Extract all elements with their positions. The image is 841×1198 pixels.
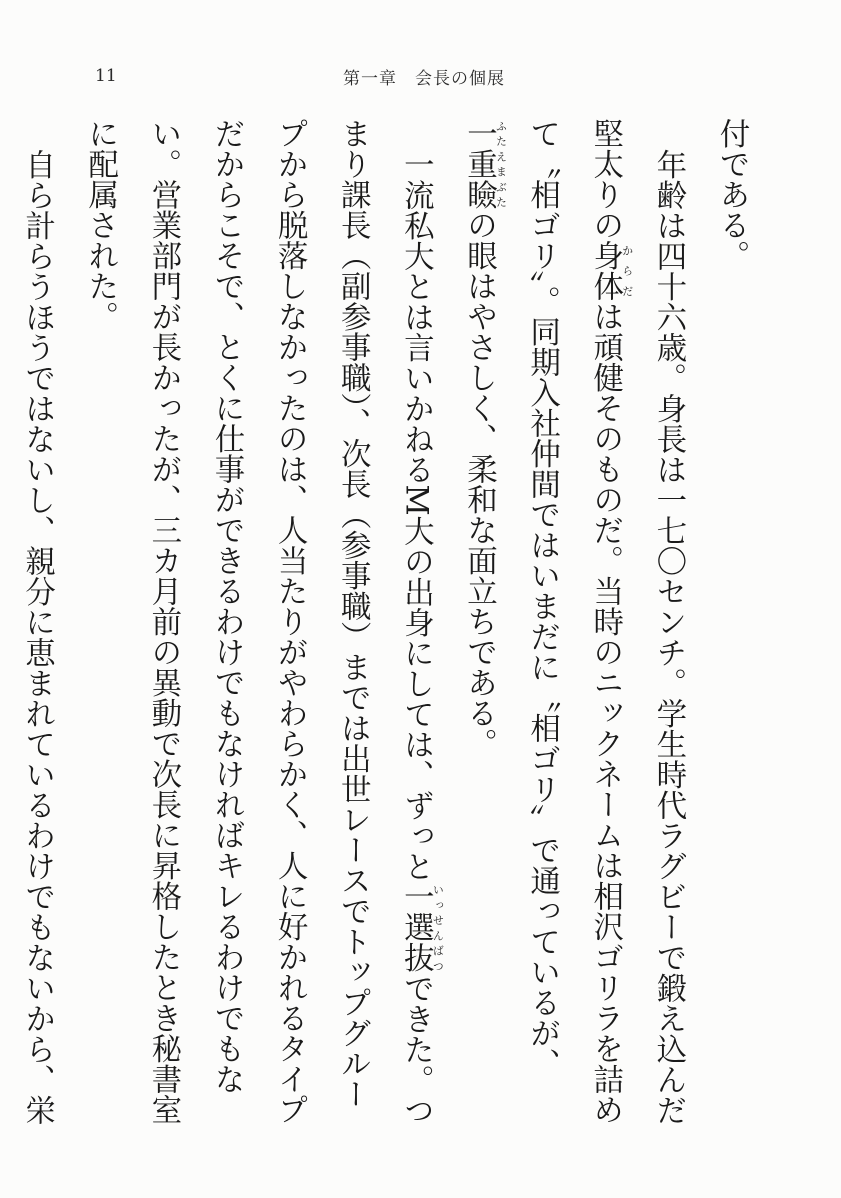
paragraph-1 [700, 118, 763, 1128]
paragraph-3 [69, 118, 448, 1128]
text-run: 自ら計らうほうではないし、親分に恵まれているわけでもないから、栄 [19, 148, 55, 1125]
ruby-reading: からだ [620, 240, 634, 301]
text-run: は頑健そのものだ。当時のニックネームは相沢ゴリラを詰めて〝相ゴリ〟。同期入社仲間ではいまだに〝相ゴリ〟で通っているが、 [524, 118, 623, 1125]
ruby-issenbatsu [398, 881, 445, 973]
ruby-karada [587, 240, 634, 301]
text-run: 一流私大とは言いかねるM大の出身にしては、ずっと [398, 148, 434, 882]
text-run: 年齢は四十六歳。身長は一七〇センチ。学生時代ラグビーで鍛え込んだ堅太りの [587, 118, 686, 1125]
text-run: 付である。 [714, 118, 749, 271]
page-number: 11 [95, 66, 117, 86]
paragraph-4 [0, 118, 69, 1128]
ruby-base: 一重瞼 [461, 118, 497, 210]
text-run: できた。つまり課長（副参事職）、次長（参事職）までは出世レースでトップグループから脱落しなかったのは、人当たりがやわらかく、人に好かれるタイプだからこそで、とくに仕事ができるわけでもなければキレるわけでもない。営業部門が長かったが、三カ月前の異動で次長に昇格したとき秘書室に配属された。 [82, 118, 434, 1126]
ruby-reading: ふたえまぶた [494, 118, 508, 210]
ruby-futaemabuta [461, 118, 508, 210]
chapter-title: 第一章 会長の個展 [343, 69, 505, 89]
paragraph-2 [447, 118, 700, 1128]
ruby-base: 一選抜 [398, 881, 434, 973]
ruby-reading: いっせんばつ [431, 881, 445, 973]
text-run: の眼はやさしく、柔和な面立ちである。 [461, 209, 497, 759]
body-text [19, 118, 763, 1128]
ruby-base: 身体 [587, 240, 623, 301]
